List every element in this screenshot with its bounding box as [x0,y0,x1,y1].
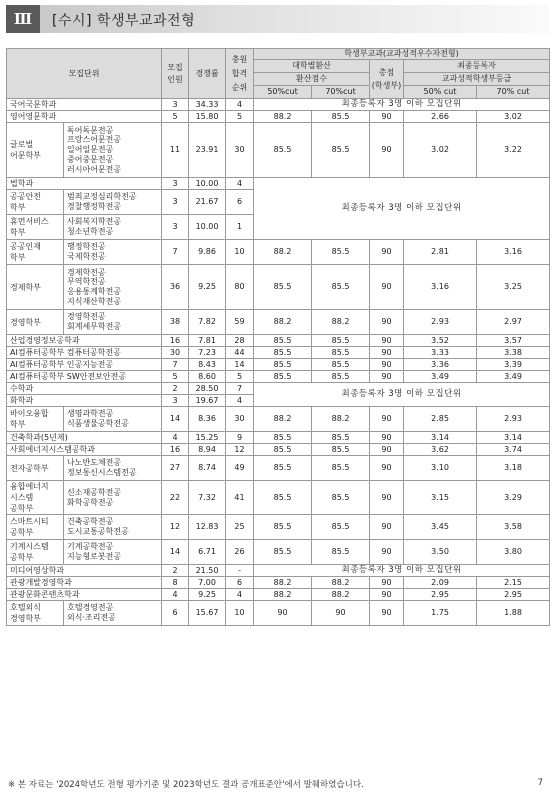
rate-cell: 8.36 [189,407,226,432]
grade-70-cell: 2.93 [477,407,550,432]
unit-cell: 사회에너지시스템공학과 [7,444,162,456]
section-number: Ⅲ [6,5,40,33]
score-50-cell: 88.2 [254,577,312,589]
rank-cell: 4 [226,589,254,601]
quota-cell: 4 [162,432,189,444]
grade-70-cell: 3.18 [477,456,550,481]
quota-cell: 7 [162,359,189,371]
grade-70-cell: 3.25 [477,265,550,310]
quota-cell: 38 [162,310,189,335]
major-item: 건축공학전공 [67,517,114,527]
major-item: 경영학전공 [67,312,106,322]
total-cell: 90 [370,589,404,601]
total-cell: 90 [370,601,404,626]
header-total-text: 총점 [378,68,395,77]
table-row [7,359,550,371]
rank-cell: 44 [226,347,254,359]
grade-70-cell: 3.14 [477,432,550,444]
quota-cell: 36 [162,265,189,310]
major-item: 응용통계학전공 [67,287,122,296]
score-50-cell: 85.5 [254,347,312,359]
grade-50-cell: 3.02 [404,123,477,178]
grade-70-cell: 2.97 [477,310,550,335]
grade-70-cell: 3.22 [477,123,550,178]
header-grp1-sub: 환산점수 [254,73,370,86]
score-70-cell: 88.2 [312,589,370,601]
rate-cell: 34.33 [189,99,226,111]
rate-cell: 7.32 [189,481,226,515]
header-quota [162,49,189,99]
unit-cell: 공공인재 학부 [7,240,64,265]
table-row [7,240,550,265]
unit-cell: 영어영문학과 [7,111,162,123]
grade-50-cell: 2.85 [404,407,477,432]
unit-cell: 휴먼서비스 학부 [7,215,64,240]
quota-cell: 3 [162,395,189,407]
rate-cell: 15.80 [189,111,226,123]
grade-50-cell: 3.45 [404,515,477,540]
total-cell: 90 [370,515,404,540]
header-rate: 경쟁률 [189,49,226,99]
score-50-cell: 85.5 [254,432,312,444]
major-list [64,515,162,540]
major-item: 외식·조리전공 [67,613,116,622]
quota-cell: 16 [162,335,189,347]
score-50-cell: 85.5 [254,456,312,481]
quota-cell: 14 [162,407,189,432]
grade-70-cell: 3.02 [477,111,550,123]
grade-50-cell: 1.75 [404,601,477,626]
rank-cell: 6 [226,190,254,215]
major-item: 지식재산학전공 [67,296,122,306]
score-70-cell: 85.5 [312,371,370,383]
table-row [7,515,550,540]
quota-cell: 22 [162,481,189,515]
total-cell: 90 [370,123,404,178]
unit-cell: 법학과 [7,178,162,190]
major-item: 국제학전공 [67,252,106,261]
quota-cell: 7 [162,240,189,265]
unit-cell: 스마트시티 공학부 [7,515,64,540]
quota-cell: 5 [162,111,189,123]
total-cell: 90 [370,371,404,383]
rank-cell: 26 [226,540,254,565]
table-row [7,111,550,123]
quota-cell: 11 [162,123,189,178]
table-row [7,565,550,577]
score-50-cell: 85.5 [254,335,312,347]
score-70-cell: 85.5 [312,265,370,310]
score-50-cell: 85.5 [254,371,312,383]
quota-cell: 30 [162,347,189,359]
grade-70-cell: 3.80 [477,540,550,565]
score-70-cell: 85.5 [312,335,370,347]
table-row [7,577,550,589]
major-item: 경찰행정학전공 [67,202,122,211]
grade-50-cell: 3.52 [404,335,477,347]
rate-cell: 8.60 [189,371,226,383]
rank-cell: 4 [226,99,254,111]
rate-cell: 19.67 [189,395,226,407]
score-70-cell: 85.5 [312,444,370,456]
major-list [64,215,162,240]
major-list [64,310,162,335]
major-item: 일어일문전공 [67,145,114,155]
unit-cell: 글로벌 어문학부 [7,123,64,178]
rate-cell: 8.94 [189,444,226,456]
rank-cell: 30 [226,123,254,178]
score-50-cell: 85.5 [254,265,312,310]
rank-cell: 80 [226,265,254,310]
quota-cell: 27 [162,456,189,481]
total-cell: 90 [370,240,404,265]
grade-50-cell: 3.16 [404,265,477,310]
rate-cell: 23.91 [189,123,226,178]
table-row [7,123,550,178]
rank-cell: 59 [226,310,254,335]
score-70-cell: 85.5 [312,515,370,540]
header-c50: 50%cut [254,86,312,99]
grade-70-cell: 3.49 [477,371,550,383]
grade-50-cell: 2.95 [404,589,477,601]
rate-cell: 9.25 [189,265,226,310]
rate-cell: 8.74 [189,456,226,481]
total-cell: 90 [370,310,404,335]
major-item: 호텔경영전공 [67,603,114,613]
rank-cell: 4 [226,395,254,407]
table-row [7,444,550,456]
grade-50-cell: 2.93 [404,310,477,335]
header-c70: 70%cut [312,86,370,99]
score-70-cell: 90 [312,601,370,626]
rate-cell: 10.00 [189,215,226,240]
score-70-cell: 88.2 [312,577,370,589]
score-50-cell: 88.2 [254,111,312,123]
major-item: 중어중문전공 [67,154,114,164]
score-50-cell: 85.5 [254,481,312,515]
major-list [64,481,162,515]
rate-cell: 9.25 [189,589,226,601]
table-row [7,432,550,444]
rank-cell: 14 [226,359,254,371]
major-item: 신소재공학전공 [67,487,122,497]
section-header [6,5,549,33]
section-title-bar [40,5,549,33]
grade-70-cell: 1.88 [477,601,550,626]
grade-50-cell: 3.33 [404,347,477,359]
grade-50-cell: 3.49 [404,371,477,383]
rank-cell: 4 [226,178,254,190]
major-item: 무역학전공 [67,277,106,287]
rate-cell: 9.86 [189,240,226,265]
table-row [7,371,550,383]
unit-cell: AI컴퓨터공학부 SW안전보안전공 [7,371,162,383]
unit-cell: 전자공학부 [7,456,64,481]
total-cell: 90 [370,456,404,481]
score-70-cell: 85.5 [312,240,370,265]
major-item: 경제학전공 [67,267,106,277]
total-cell: 90 [370,432,404,444]
grade-70-cell: 3.74 [477,444,550,456]
rate-cell: 15.67 [189,601,226,626]
rank-cell: 5 [226,371,254,383]
major-item: 식품생물공학전공 [67,419,129,428]
header-g50: 50% cut [404,86,477,99]
header-total [370,60,404,99]
header-grp2-1: 최종등록자 [404,60,550,73]
merged-note-cell: 최종등록자 3명 이하 모집단위 [254,178,550,240]
grade-70-cell: 3.38 [477,347,550,359]
quota-cell: 3 [162,215,189,240]
unit-cell: 수학과 [7,383,162,395]
major-list [64,190,162,215]
unit-cell: 관광개발경영학과 [7,577,162,589]
table-row [7,383,550,395]
major-item: 청소년학전공 [67,227,114,236]
quota-cell: 3 [162,99,189,111]
unit-cell: 경영학부 [7,310,64,335]
total-cell: 90 [370,335,404,347]
rank-cell: 10 [226,601,254,626]
footer [8,778,549,790]
grade-70-cell: 3.58 [477,515,550,540]
score-70-cell: 85.5 [312,456,370,481]
major-list [64,240,162,265]
score-50-cell: 90 [254,601,312,626]
total-cell: 90 [370,577,404,589]
rank-cell: 6 [226,577,254,589]
total-cell: 90 [370,481,404,515]
unit-cell: 기계시스템 공학부 [7,540,64,565]
major-item: 범죄교정심리학전공 [67,192,137,202]
major-item: 독어독문전공 [67,125,114,135]
total-cell: 90 [370,347,404,359]
rate-cell: 7.81 [189,335,226,347]
unit-cell: AI컴퓨터공학부 컴퓨터공학전공 [7,347,162,359]
rank-cell: - [226,565,254,577]
rank-cell: 41 [226,481,254,515]
header-total-sub: (학생부) [371,81,402,90]
header-top: 학생부교과(교과성적우수자전형) [254,49,550,60]
major-item: 도시교통공학전공 [67,527,129,536]
rank-cell: 49 [226,456,254,481]
quota-cell: 14 [162,540,189,565]
rank-cell: 10 [226,240,254,265]
score-70-cell: 85.5 [312,111,370,123]
table-row [7,481,550,515]
score-50-cell: 85.5 [254,540,312,565]
major-item: 사회복지학전공 [67,217,122,227]
total-cell: 90 [370,265,404,310]
table-row [7,265,550,310]
score-50-cell: 88.2 [254,407,312,432]
total-cell: 90 [370,540,404,565]
header-unit: 모집단위 [7,49,162,99]
major-list [64,123,162,178]
score-50-cell: 85.5 [254,444,312,456]
major-list [64,540,162,565]
grade-50-cell: 3.50 [404,540,477,565]
unit-cell: 국어국문학과 [7,99,162,111]
grade-50-cell: 3.62 [404,444,477,456]
major-item: 프랑스어문전공 [67,135,122,145]
rate-cell: 21.50 [189,565,226,577]
rate-cell: 8.43 [189,359,226,371]
header-rank [226,49,254,99]
major-item: 기계공학전공 [67,542,114,552]
page-number: 7 [537,778,543,788]
major-list [64,407,162,432]
score-50-cell: 88.2 [254,240,312,265]
score-50-cell: 85.5 [254,515,312,540]
grade-50-cell: 3.36 [404,359,477,371]
table-row [7,601,550,626]
table-row [7,335,550,347]
score-50-cell: 85.5 [254,359,312,371]
grade-70-cell: 3.57 [477,335,550,347]
grade-50-cell: 2.66 [404,111,477,123]
unit-cell: 미디어영상학과 [7,565,162,577]
rank-cell: 5 [226,111,254,123]
rate-cell: 6.71 [189,540,226,565]
score-50-cell: 88.2 [254,310,312,335]
score-70-cell: 85.5 [312,123,370,178]
rate-cell: 28.50 [189,383,226,395]
unit-cell: AI컴퓨터공학부 인공지능전공 [7,359,162,371]
score-50-cell: 88.2 [254,589,312,601]
grade-50-cell: 3.15 [404,481,477,515]
quota-cell: 2 [162,383,189,395]
score-70-cell: 85.5 [312,540,370,565]
total-cell: 90 [370,111,404,123]
unit-cell: 건축학과(5년제) [7,432,162,444]
grade-50-cell: 3.10 [404,456,477,481]
major-item: 생명과학전공 [67,409,114,419]
quota-cell: 3 [162,190,189,215]
unit-cell: 관광문화콘텐츠학과 [7,589,162,601]
rank-cell: 25 [226,515,254,540]
major-item: 정보통신시스템전공 [67,468,137,477]
rank-cell: 30 [226,407,254,432]
rate-cell: 7.00 [189,577,226,589]
grade-50-cell: 2.09 [404,577,477,589]
score-70-cell: 85.5 [312,432,370,444]
total-cell: 90 [370,359,404,371]
major-item: 러시아어문전공 [67,164,122,174]
rank-cell: 12 [226,444,254,456]
header-rank-1: 충원 [231,54,248,64]
total-cell: 90 [370,444,404,456]
score-50-cell: 85.5 [254,123,312,178]
grade-70-cell: 3.16 [477,240,550,265]
header-g70: 70% cut [477,86,550,99]
score-70-cell: 88.2 [312,310,370,335]
table-row [7,589,550,601]
major-item: 행정학전공 [67,242,106,252]
rank-cell: 1 [226,215,254,240]
total-cell: 90 [370,407,404,432]
unit-cell: 산업경영정보공학과 [7,335,162,347]
rank-cell: 28 [226,335,254,347]
rate-cell: 7.23 [189,347,226,359]
table-row [7,456,550,481]
quota-cell: 12 [162,515,189,540]
grade-50-cell: 2.81 [404,240,477,265]
major-item: 지능형로봇전공 [67,552,122,561]
merged-note-cell: 최종등록자 3명 이하 모집단위 [254,99,550,111]
grade-70-cell: 2.15 [477,577,550,589]
score-70-cell: 85.5 [312,359,370,371]
grade-70-cell: 3.29 [477,481,550,515]
quota-cell: 4 [162,589,189,601]
merged-note-cell: 최종등록자 3명 이하 모집단위 [254,383,550,407]
unit-cell: 바이오융합 학부 [7,407,64,432]
score-70-cell: 85.5 [312,481,370,515]
rate-cell: 15.25 [189,432,226,444]
major-item: 화학공학전공 [67,497,114,507]
score-70-cell: 88.2 [312,407,370,432]
rate-cell: 10.00 [189,178,226,190]
merged-note-cell: 최종등록자 3명 이하 모집단위 [254,565,550,577]
unit-cell: 융합에너지 시스템 공학부 [7,481,64,515]
major-item: 회계세무학전공 [67,322,122,331]
table-row [7,407,550,432]
rank-cell: 7 [226,383,254,395]
quota-cell: 6 [162,601,189,626]
header-grp1: 대학별환산 [254,60,370,73]
header-grp2-2: 교과성적학생부등급 [404,73,550,86]
unit-cell: 화학과 [7,395,162,407]
rank-cell: 9 [226,432,254,444]
quota-cell: 16 [162,444,189,456]
header-rank-3: 순위 [231,82,248,92]
grade-70-cell: 3.39 [477,359,550,371]
grade-50-cell: 3.14 [404,432,477,444]
score-70-cell: 85.5 [312,347,370,359]
grade-70-cell: 2.95 [477,589,550,601]
major-list [64,456,162,481]
header-rank-2: 합격 [231,68,248,78]
footer-note: ※ 본 자료는 '2024학년도 전형 평가기준 및 2023학년도 결과 공개표준안'에서 발췌하였습니다. [8,780,364,790]
rate-cell: 21.67 [189,190,226,215]
major-list [64,265,162,310]
quota-cell: 5 [162,371,189,383]
rate-cell: 7.82 [189,310,226,335]
admissions-table [6,48,550,626]
table-row [7,347,550,359]
major-list [64,601,162,626]
unit-cell: 호텔외식 경영학부 [7,601,64,626]
quota-cell: 3 [162,178,189,190]
table-row [7,99,550,111]
table-row [7,178,550,190]
unit-cell: 공공안전 학부 [7,190,64,215]
table-row [7,540,550,565]
header-quota-text: 모집인원 [167,62,183,84]
quota-cell: 2 [162,565,189,577]
unit-cell: 경제학부 [7,265,64,310]
major-item: 나노반도체전공 [67,458,122,468]
section-title: [수시] 학생부교과전형 [52,13,196,29]
quota-cell: 8 [162,577,189,589]
rate-cell: 12.83 [189,515,226,540]
table-row [7,310,550,335]
